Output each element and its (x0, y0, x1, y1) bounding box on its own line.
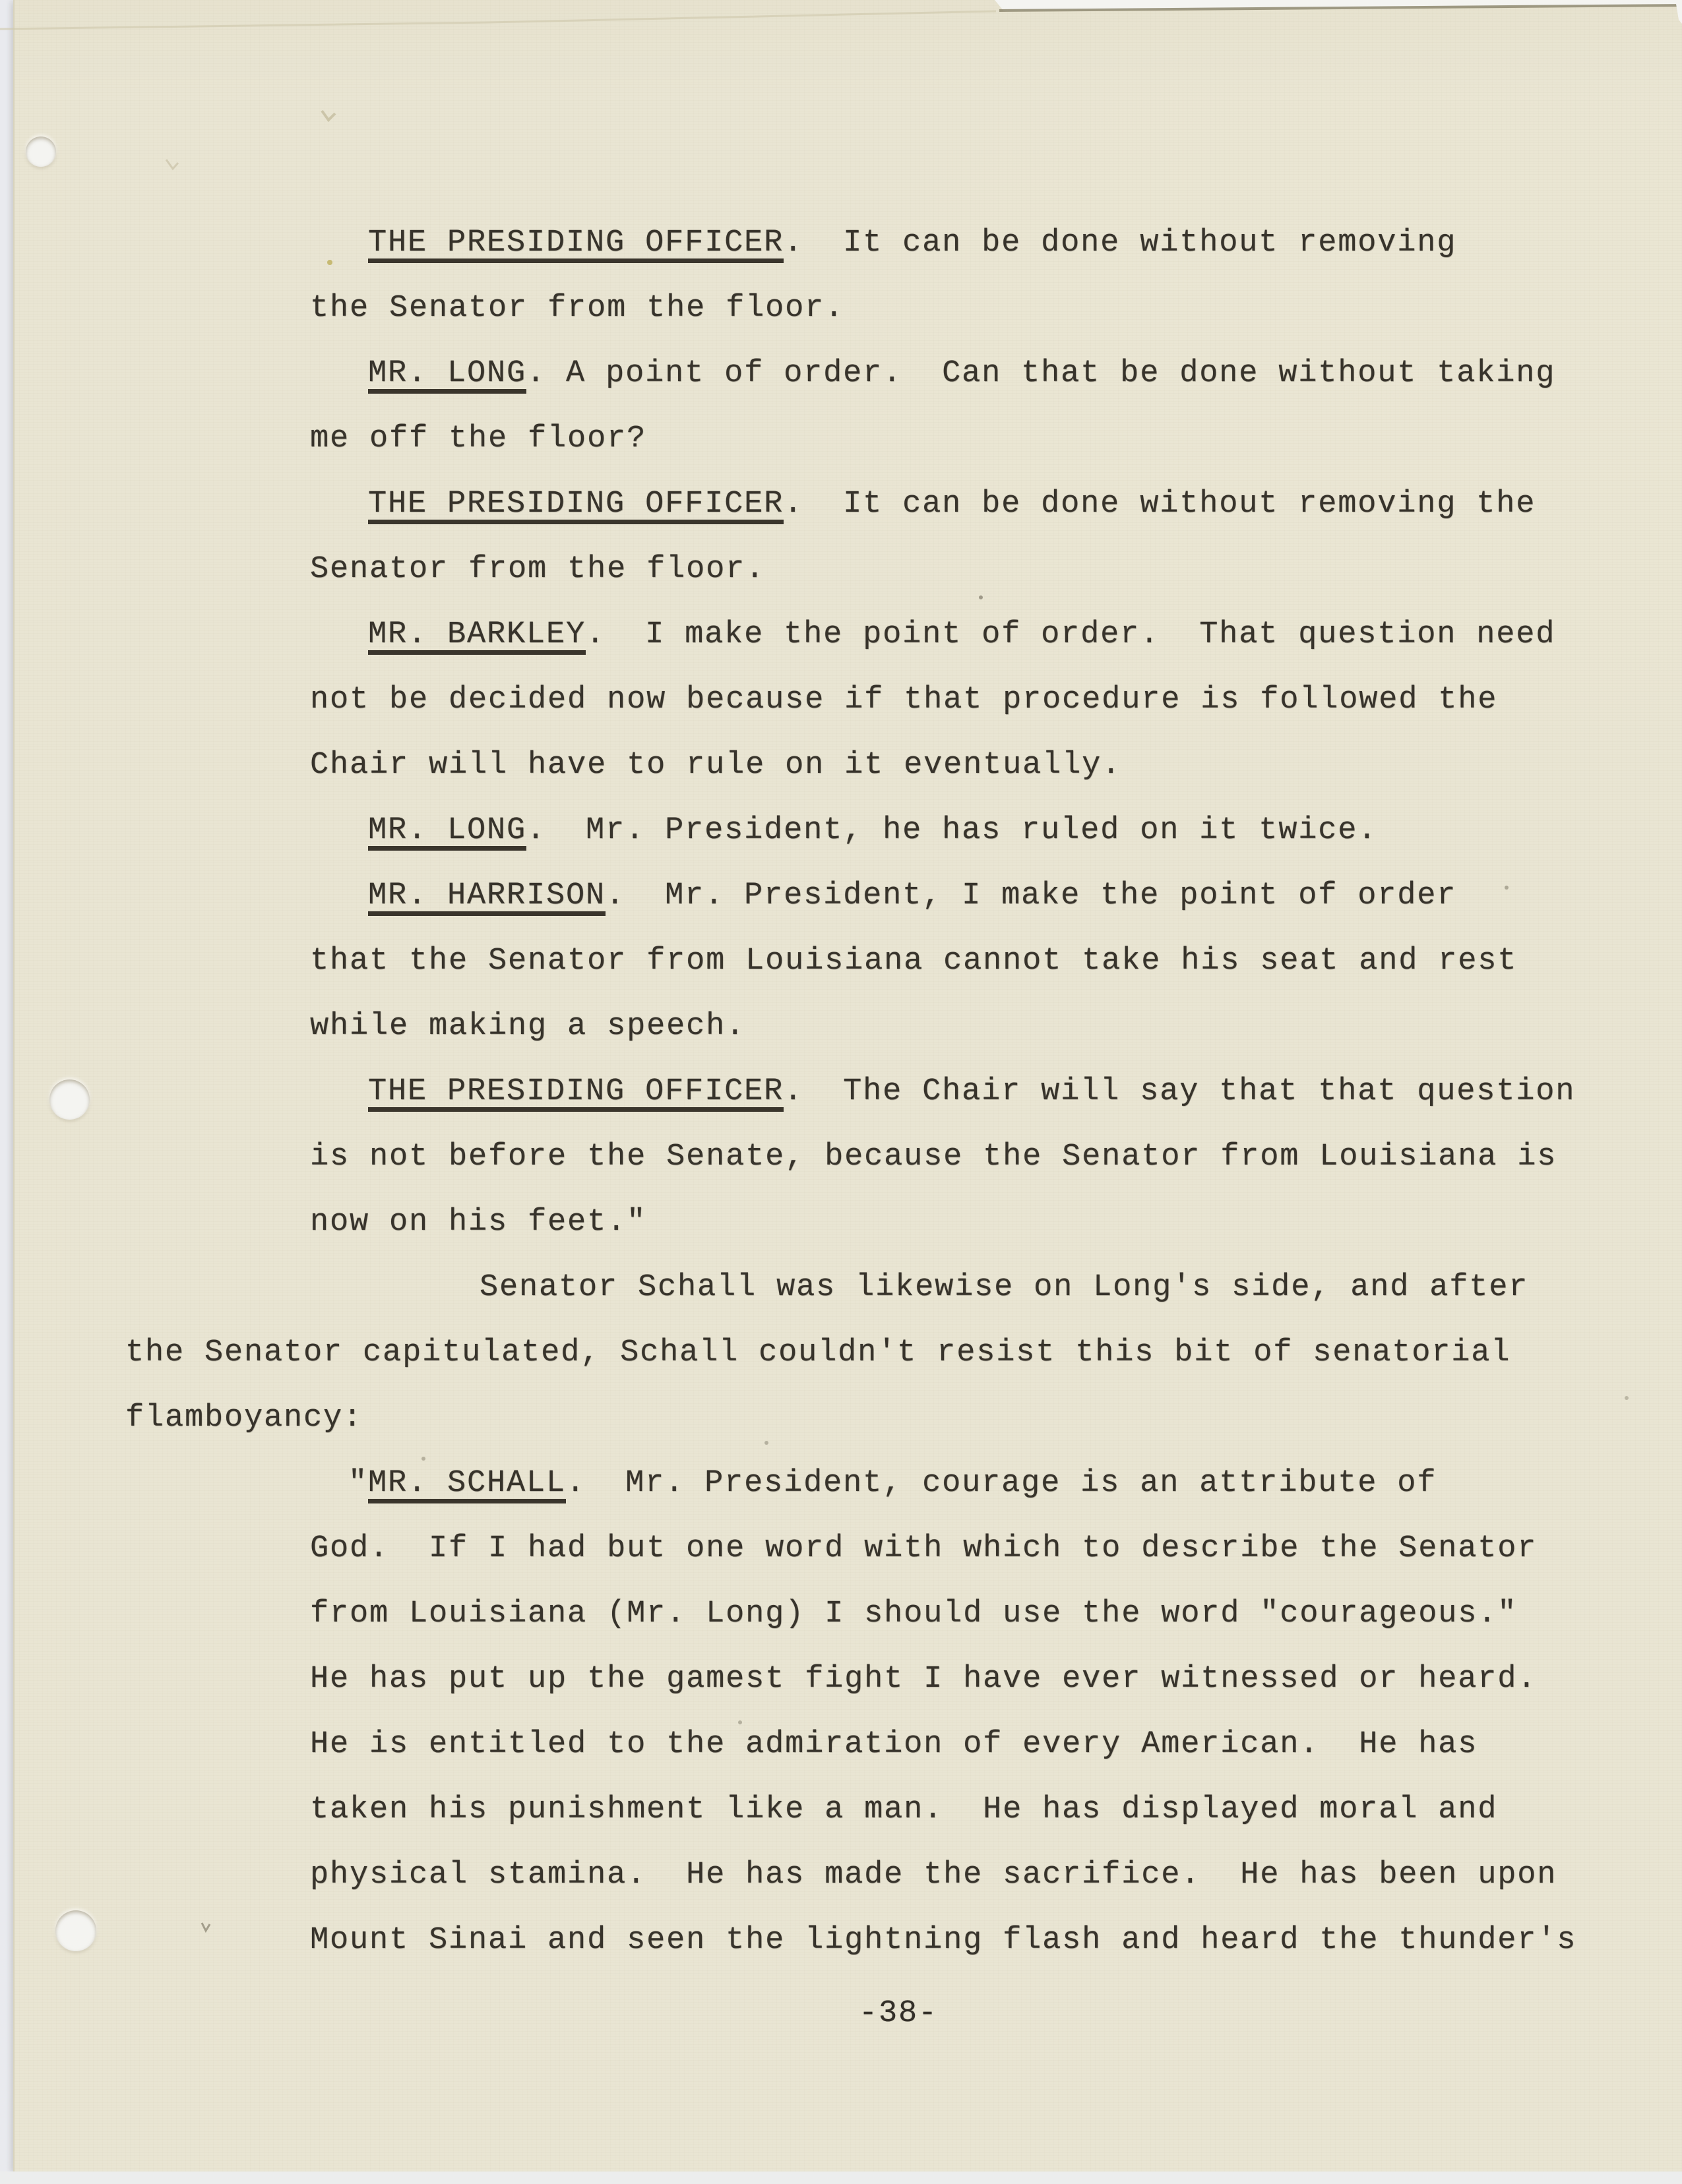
speaker-name-underlined: MR. BARKLEY (368, 619, 586, 655)
typewritten-line: that the Senator from Louisiana cannot take his seat and rest (310, 944, 1518, 979)
punch-hole-middle (49, 1079, 90, 1120)
typewritten-line: the Senator from the floor. (310, 291, 845, 326)
typewritten-line: He has put up the gamest fight I have ever witnessed or heard. (310, 1662, 1538, 1697)
typewritten-line: God. If I had but one word with which to describe the Senator (310, 1531, 1538, 1566)
typewritten-line: not be decided now because if that procedure is followed the (310, 682, 1498, 717)
typewritten-line: the Senator capitulated, Schall couldn't resist this bit of senatorial (125, 1335, 1511, 1370)
typewritten-line: Senator from the floor. (310, 552, 766, 587)
bottom-scanner-strip (0, 2171, 1682, 2184)
punch-hole-top (26, 136, 56, 167)
punch-hole-bottom (55, 1910, 96, 1951)
typewritten-line: MR. BARKLEY. I make the point of order. That question need (368, 619, 1555, 655)
speaker-name-underlined: MR. LONG (368, 815, 526, 851)
typewritten-line: while making a speech. (310, 1009, 746, 1044)
page-number: -38- (859, 1996, 939, 2031)
typewritten-line: Chair will have to rule on it eventually. (310, 748, 1122, 783)
speaker-name-underlined: MR. SCHALL (368, 1468, 566, 1503)
speaker-name-underlined: THE PRESIDING OFFICER (368, 489, 784, 524)
typewritten-line: Mount Sinai and seen the lightning flash and heard the thunder's (310, 1923, 1577, 1958)
typewritten-line: THE PRESIDING OFFICER. It can be done without removing (368, 228, 1456, 263)
typewritten-line: taken his punishment like a man. He has displayed moral and (310, 1792, 1498, 1827)
typewritten-line: MR. LONG. Mr. President, he has ruled on it twice. (368, 815, 1377, 851)
typewritten-line: me off the floor? (310, 421, 647, 456)
typewritten-line: THE PRESIDING OFFICER. The Chair will say that that question (368, 1076, 1575, 1112)
typewritten-line: He is entitled to the admiration of every American. He has (310, 1727, 1478, 1762)
speaker-name-underlined: THE PRESIDING OFFICER (368, 228, 784, 263)
typewritten-line: Senator Schall was likewise on Long's side, and after (480, 1270, 1529, 1305)
speaker-name-underlined: MR. HARRISON (368, 880, 606, 916)
speaker-name-underlined: THE PRESIDING OFFICER (368, 1076, 784, 1112)
typewritten-line: is not before the Senate, because the Senator from Louisiana is (310, 1139, 1557, 1174)
typewritten-line: MR. LONG. A point of order. Can that be done without taking (368, 358, 1555, 394)
typewritten-line: flamboyancy: (125, 1401, 363, 1436)
typewritten-line: now on his feet." (310, 1205, 647, 1240)
typewritten-line: THE PRESIDING OFFICER. It can be done without removing the (368, 489, 1536, 524)
typewritten-line: from Louisiana (Mr. Long) I should use the word "courageous." (310, 1596, 1518, 1631)
speaker-name-underlined: MR. LONG (368, 358, 526, 394)
typewritten-line: "MR. SCHALL. Mr. President, courage is an attribute of (348, 1468, 1437, 1503)
typewritten-line: MR. HARRISON. Mr. President, I make the point of order (368, 880, 1456, 916)
typewritten-line: physical stamina. He has made the sacrifice. He has been upon (310, 1858, 1557, 1893)
